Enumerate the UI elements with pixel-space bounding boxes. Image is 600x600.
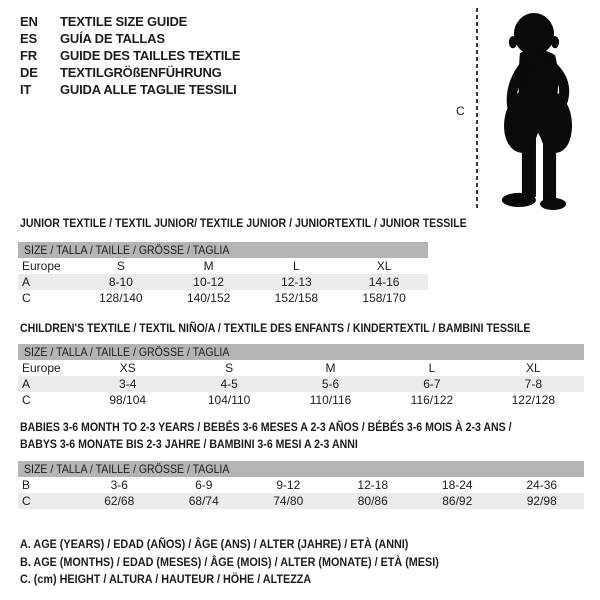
row-label: Europe	[22, 361, 61, 375]
table-cell: 110/116	[309, 393, 352, 407]
table-row	[18, 258, 428, 274]
table-row	[18, 274, 428, 290]
table-cell: M	[325, 361, 336, 375]
table-cell: 12-18	[357, 478, 389, 492]
language-code: ES	[20, 31, 37, 46]
language-row	[20, 81, 240, 98]
table-cell: 10-12	[193, 275, 224, 289]
table-row	[18, 493, 584, 509]
height-dashed-line	[476, 8, 478, 209]
language-label: GUIDA ALLE TAGLIE TESSILI	[60, 82, 237, 97]
language-list	[20, 13, 240, 98]
table-cell: 68/74	[188, 494, 219, 508]
footnotes	[20, 536, 485, 589]
language-code: EN	[20, 14, 38, 29]
table-cell: 98/104	[109, 393, 147, 407]
row-label: C	[22, 494, 31, 508]
table-cell: 9-12	[276, 478, 301, 492]
language-label: GUIDE DES TAILLES TEXTILE	[60, 48, 241, 63]
table-cell: 5-6	[321, 377, 340, 391]
footnote-line: A. AGE (YEARS) / EDAD (AÑOS) / ÂGE (ANS) / ALTER (JAHRE) / ETÀ (ANNI)	[20, 537, 409, 551]
table-cell: 6-9	[195, 478, 213, 492]
size-header-bar	[18, 242, 428, 258]
language-row	[20, 30, 240, 47]
table-cell: 7-8	[524, 377, 542, 391]
table-cell: XL	[525, 361, 541, 375]
table-cell: 104/110	[207, 393, 251, 407]
language-row	[20, 64, 240, 81]
table-cell: 80/86	[357, 494, 388, 508]
table-cell: 74/80	[273, 494, 304, 508]
babies-size-table	[18, 461, 584, 509]
table-cell: L	[293, 259, 300, 273]
table-title-line: JUNIOR TEXTILE / TEXTIL JUNIOR/ TEXTILE JUNIOR / JUNIORTEXTIL / JUNIOR TESSILE	[20, 216, 467, 230]
row-label: B	[22, 478, 31, 492]
language-row	[20, 47, 240, 64]
size-header-bar	[18, 344, 584, 360]
row-label: A	[22, 275, 31, 289]
table-cell: 140/152	[186, 291, 231, 305]
table-title-line: BABYS 3-6 MONATE BIS 2-3 JAHRE / BAMBINI 3-6 MESI A 2-3 ANNI	[20, 437, 358, 451]
table-cell: 4-5	[220, 377, 238, 391]
table-cell: M	[203, 259, 214, 273]
table-cell: 122/128	[511, 393, 556, 407]
table-title-line: BABIES 3-6 MONTH TO 2-3 YEARS / BEBÉS 3-6 MESES A 2-3 AÑOS / BÉBÉS 3-6 MOIS À 2-3 ANS /	[20, 420, 512, 434]
height-measure-figure	[450, 4, 596, 216]
baby-silhouette-icon	[486, 6, 592, 212]
table-title-line: CHILDREN'S TEXTILE / TEXTIL NIÑO/A / TEXTILE DES ENFANTS / KINDERTEXTIL / BAMBINI TESSILE	[20, 321, 531, 335]
table-cell: S	[116, 259, 125, 273]
size-header-label: SIZE / TALLA / TAILLE / GRÖSSE / TAGLIA	[24, 243, 230, 257]
table-cell: 6-7	[423, 377, 441, 391]
language-label: TEXTILE SIZE GUIDE	[60, 14, 188, 29]
children-table-title	[20, 320, 600, 337]
size-header-label: SIZE / TALLA / TAILLE / GRÖSSE / TAGLIA	[24, 462, 230, 476]
row-label: Europe	[22, 259, 61, 273]
table-cell: XS	[119, 361, 136, 375]
table-cell: XL	[376, 259, 392, 273]
footnote-line: C. (cm) HEIGHT / ALTURA / HAUTEUR / HÖHE / ALTEZZA	[20, 572, 312, 586]
language-row	[20, 13, 240, 30]
junior-table-title	[20, 215, 528, 232]
size-header-label: SIZE / TALLA / TAILLE / GRÖSSE / TAGLIA	[24, 345, 230, 359]
language-code: FR	[20, 48, 37, 63]
footnote-line: B. AGE (MONTHS) / EDAD (MESES) / ÂGE (MOIS) / ALTER (MONATE) / ETÀ (MESI)	[20, 554, 439, 569]
language-label: TEXTILGRÖßENFÜHRUNG	[60, 65, 222, 80]
table-cell: 14-16	[368, 275, 400, 289]
table-cell: 8-10	[108, 275, 133, 289]
babies-table-title	[20, 419, 579, 453]
table-cell: S	[225, 361, 234, 375]
table-cell: 62/68	[104, 494, 135, 508]
row-label: C	[22, 291, 31, 305]
table-cell: 116/122	[410, 393, 454, 407]
table-row	[18, 376, 584, 392]
table-row	[18, 477, 584, 493]
table-row	[18, 290, 428, 306]
size-header-bar	[18, 461, 584, 477]
table-cell: 3-4	[119, 377, 137, 391]
language-label: GUÍA DE TALLAS	[60, 31, 165, 46]
children-size-table	[18, 344, 584, 408]
table-cell: 128/140	[99, 291, 143, 305]
junior-size-table	[18, 242, 428, 306]
table-cell: 152/158	[274, 291, 319, 305]
table-cell: 24-36	[526, 478, 558, 492]
table-row	[18, 392, 584, 408]
table-cell: 3-6	[110, 478, 128, 492]
table-body	[18, 258, 428, 306]
language-code: IT	[20, 82, 32, 97]
language-code: DE	[20, 65, 38, 80]
table-body	[18, 477, 584, 509]
table-cell: 18-24	[441, 478, 473, 492]
table-cell: 158/170	[362, 291, 406, 305]
measure-c-label: C	[456, 104, 465, 118]
table-cell: 86/92	[442, 494, 473, 508]
table-row	[18, 360, 584, 376]
row-label: A	[22, 377, 31, 391]
table-cell: L	[428, 361, 436, 375]
table-body	[18, 360, 584, 408]
table-cell: 92/98	[526, 494, 557, 508]
table-cell: 12-13	[281, 275, 312, 289]
row-label: C	[22, 393, 31, 407]
